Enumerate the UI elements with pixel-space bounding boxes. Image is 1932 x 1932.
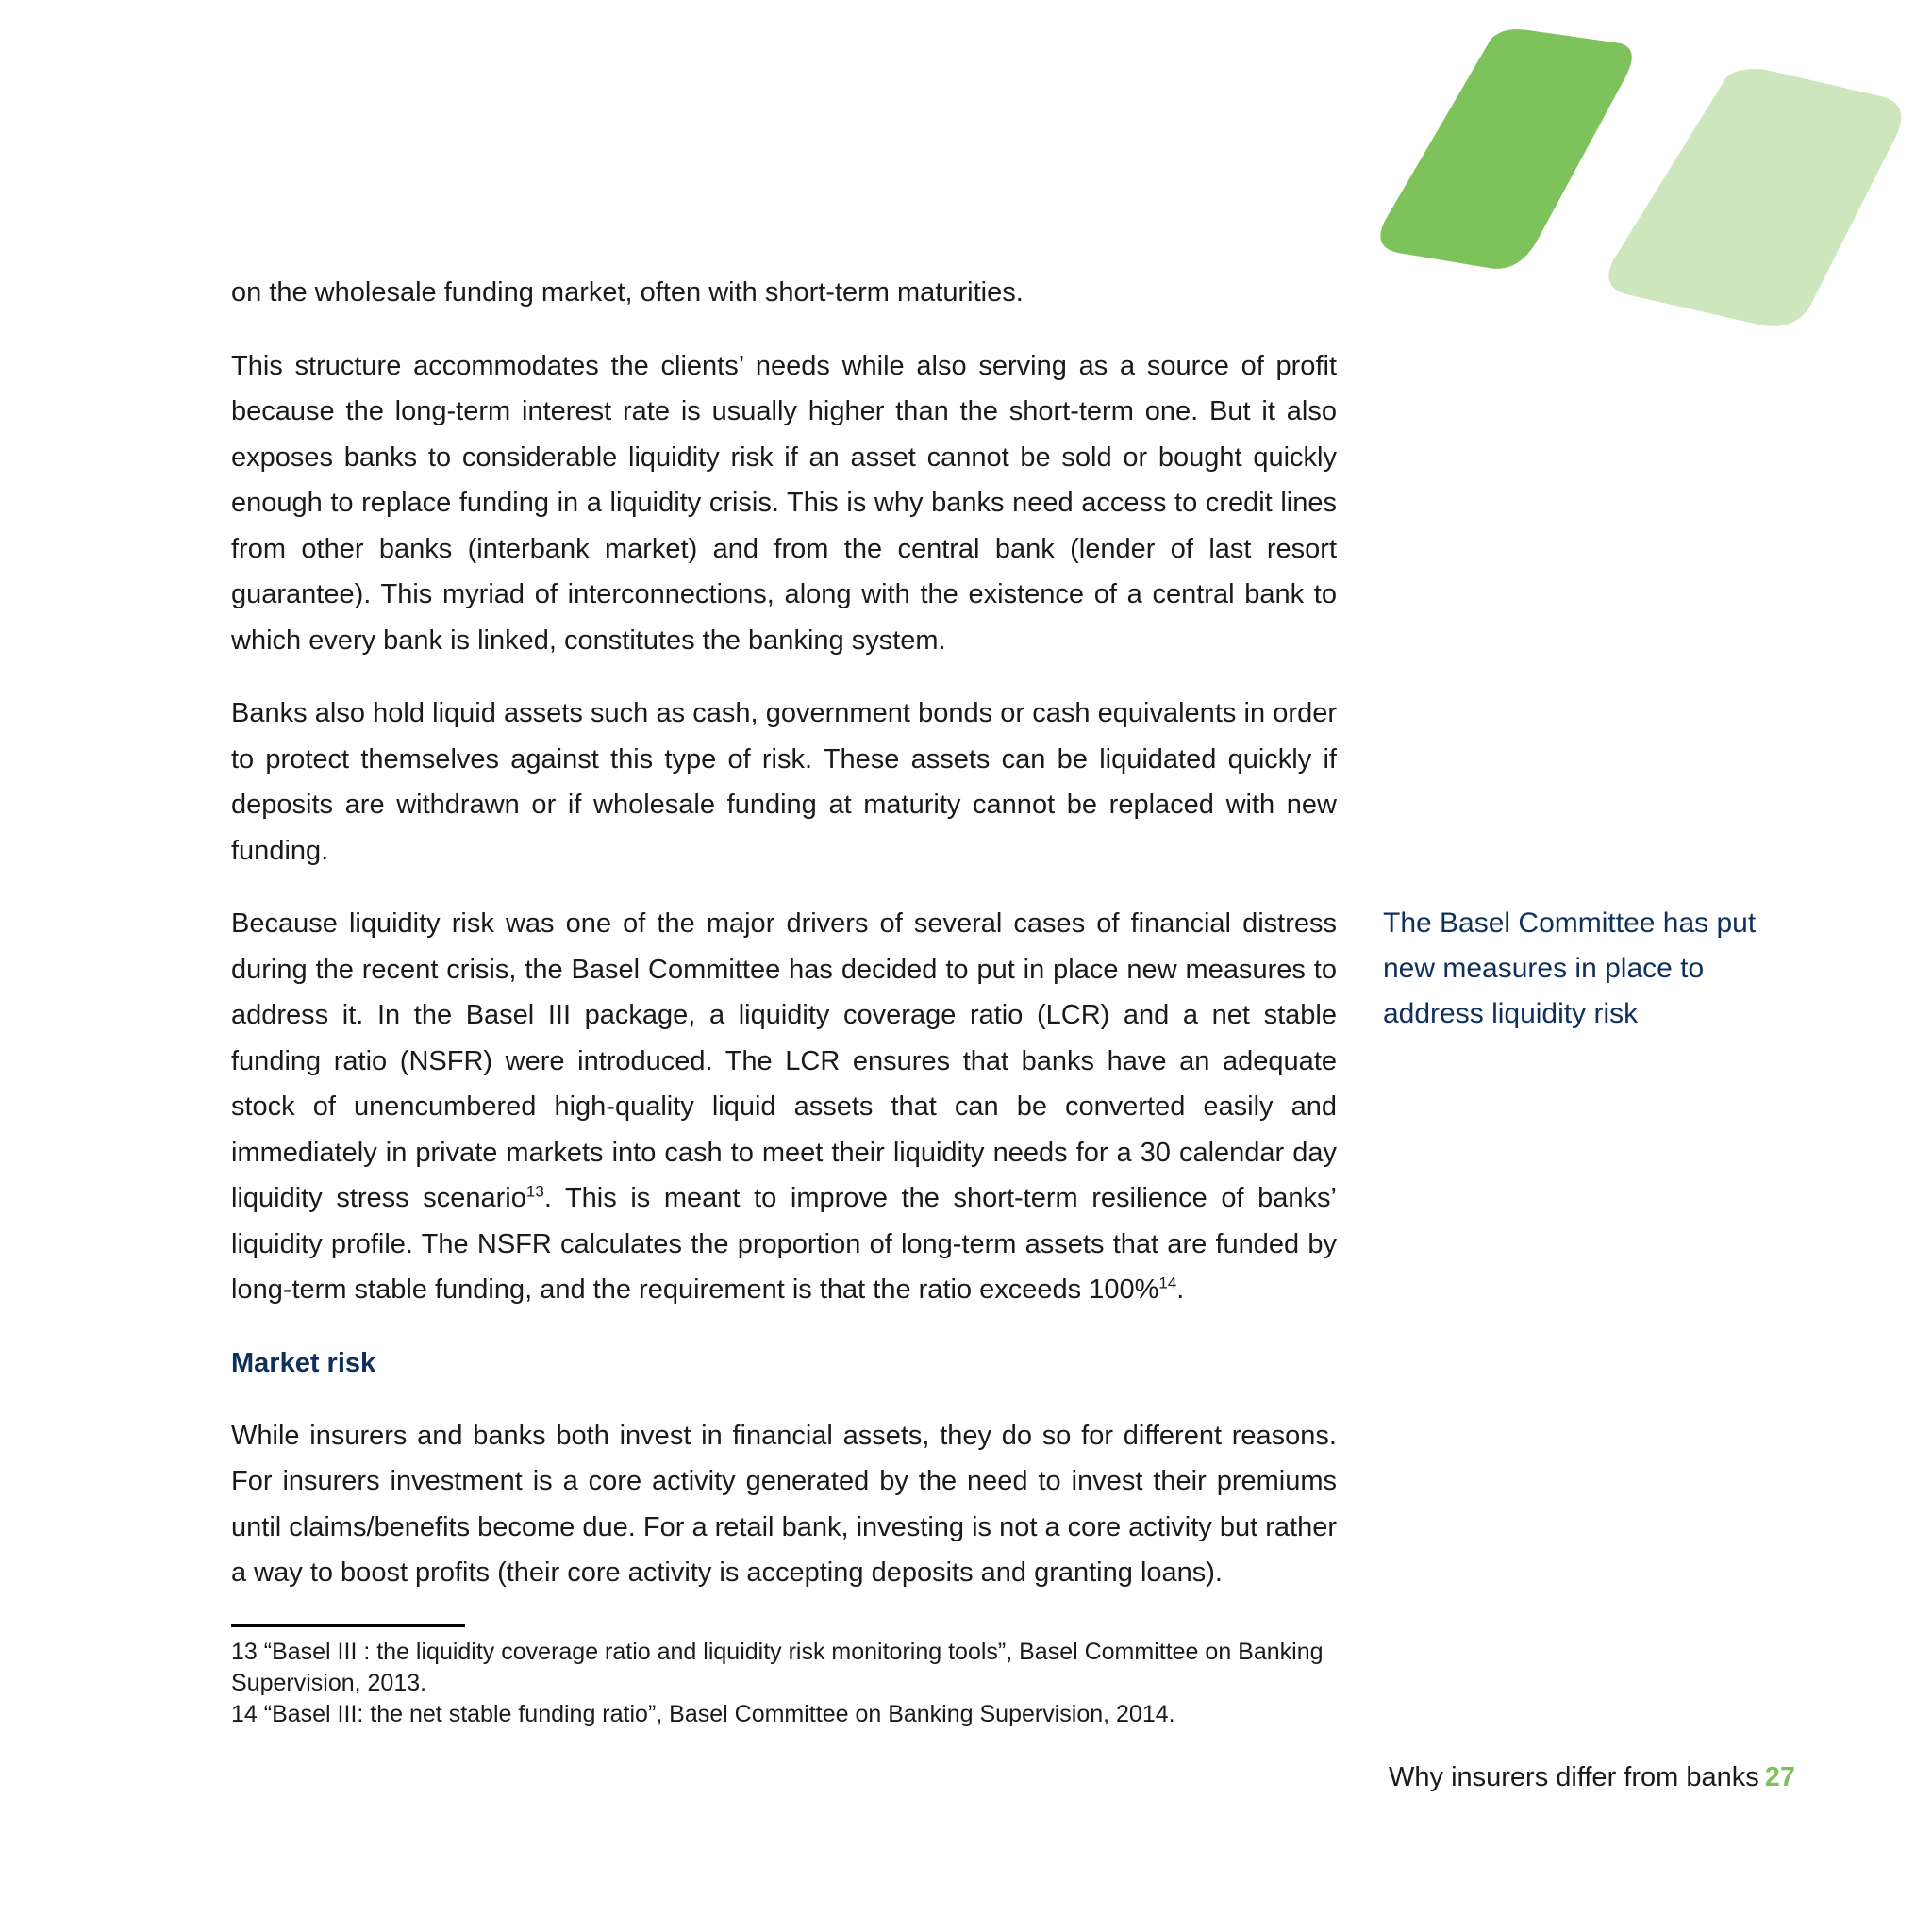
footnote-ref-14[interactable]: 14 bbox=[1158, 1274, 1177, 1292]
paragraph-liquid-assets: Banks also hold liquid assets such as cash, government bonds or cash equivalents in order to protect themselves against this type of risk. These assets can be liquidated quickly if deposits are withdrawn or if wholesale funding at maturity cannot be replaced with new funding. bbox=[231, 698, 1337, 866]
light-green-leaf-shape bbox=[1608, 69, 1901, 326]
footnote-14: 14 “Basel III: the net stable funding ratio”, Basel Committee on Banking Supervision, 2014. bbox=[231, 1700, 1175, 1727]
paragraph-basel-text-c: . bbox=[1176, 1274, 1185, 1305]
paragraph-market-risk: While insurers and banks both invest in financial assets, they do so for different reasons. For insurers investment is a core activity generated by the need to invest their premiums until claims/benefits become due. For a retail bank, investing is not a core activity but rather a way to boost profits (their core activity is accepting deposits and granting loans). bbox=[231, 1420, 1337, 1588]
paragraph-basel-liquidity bbox=[231, 901, 1337, 1313]
footnote-ref-13[interactable]: 13 bbox=[525, 1182, 544, 1201]
paragraph-wholesale-funding: on the wholesale funding market, often with short-term maturities. bbox=[231, 277, 1024, 308]
footnote-divider bbox=[231, 1624, 465, 1627]
decorative-leaf-shapes bbox=[1377, 28, 1906, 330]
paragraph-basel-text-a: Because liquidity risk was one of the major drivers of several cases of financial distress during the recent crisis, the Basel Committee has decided to put in place new measures to address it. In the Basel III package, a liquidity coverage ratio (LCR) and a net stable funding ratio (NSFR) were introduced. The LCR ensures that banks have an adequate stock of unencumbered high-quality liquid assets that can be converted easily and immediately in private markets into cash to meet their liquidity needs for a 30 calendar day liquidity stress scenario bbox=[231, 908, 1337, 1213]
paragraph-basel-text-b: . This is meant to improve the short-term resilience of banks’ liquidity profile. The NSFR calculates the proportion of long-term assets that are funded by long-term stable funding, and the requirement is that the ratio exceeds 100% bbox=[231, 1183, 1337, 1305]
footnotes bbox=[231, 1637, 1337, 1730]
footnote-13: 13 “Basel III : the liquidity coverage ratio and liquidity risk monitoring tools”, Basel Committee on Banking Supervision, 2013. bbox=[231, 1638, 1324, 1696]
page-footer bbox=[1389, 1762, 1795, 1793]
footer-title: Why insurers differ from banks bbox=[1389, 1762, 1759, 1792]
section-heading-market-risk: Market risk bbox=[231, 1347, 376, 1378]
page-number: 27 bbox=[1764, 1762, 1795, 1792]
main-text-column bbox=[231, 270, 1337, 1730]
paragraph-structure: This structure accommodates the clients’ needs while also serving as a source of profit because the long-term interest rate is usually higher than the short-term one. But it also exposes banks to considerable liquidity risk if an asset cannot be sold or bought quickly enough to replace funding in a liquidity crisis. This is why banks need access to credit lines from other banks (interbank market) and from the central bank (lender of last resort guarantee). This myriad of interconnections, along with the existence of a central bank to which every bank is linked, constitutes the banking system. bbox=[231, 350, 1337, 656]
pull-quote-sidenote: The Basel Committee has put new measures in place to address liquidity risk bbox=[1383, 908, 1757, 1029]
dark-green-leaf-shape bbox=[1380, 29, 1631, 269]
